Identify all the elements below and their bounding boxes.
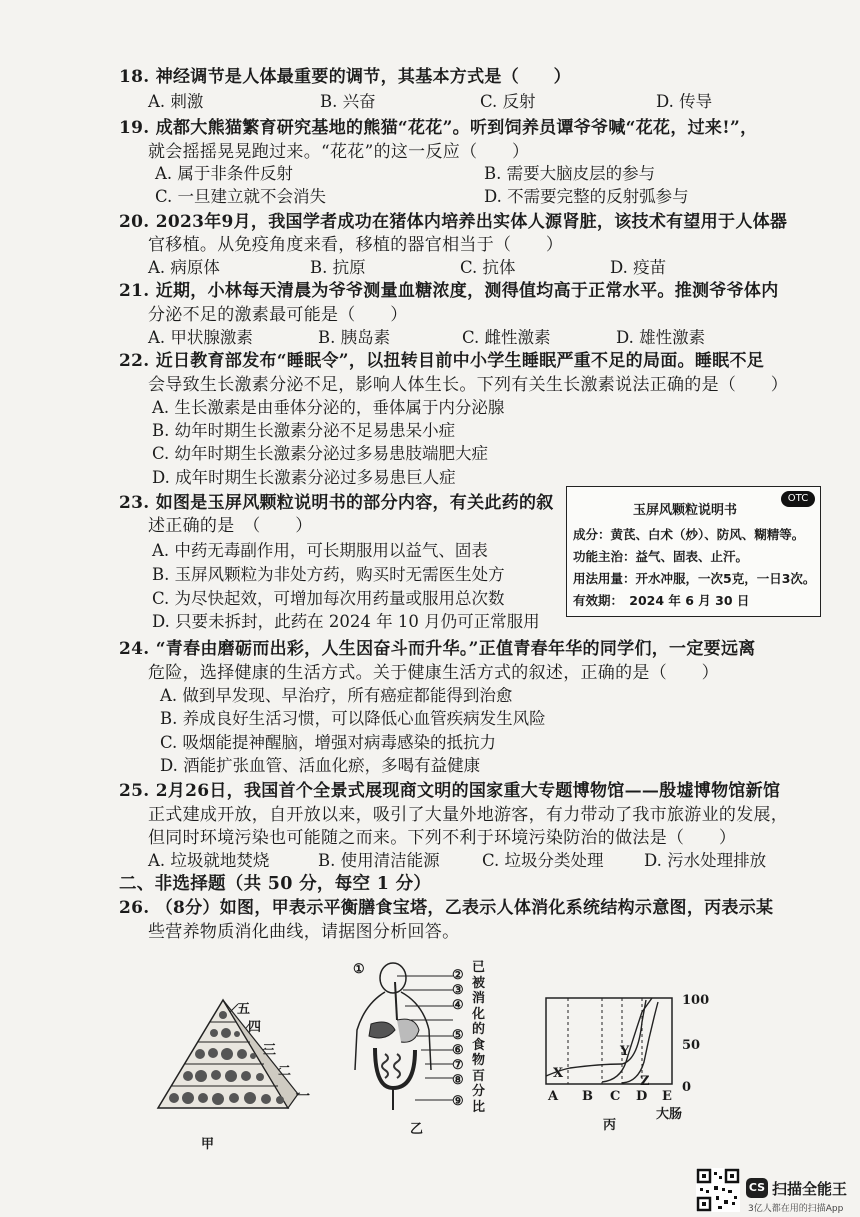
digestive-number-2: ②: [452, 968, 464, 983]
q19-option-d: D. 不需要完整的反射弧参与: [484, 187, 689, 206]
curve-label-x: X: [553, 1066, 564, 1081]
q22-option-b: B. 幼年时期生长激素分泌不足易患呆小症: [152, 421, 456, 440]
drug-expiry: 有效期： 2024 年 6 月 30 日: [573, 593, 750, 608]
drug-ingredients: 成分：黄芪、白术（炒）、防风、糊精等。: [573, 527, 805, 542]
y-tick-50: 50: [682, 1038, 701, 1053]
digestive-number-1: ①: [353, 962, 365, 977]
q24-option-c: C. 吸烟能提神醒脑，增强对病毒感染的抵抗力: [160, 733, 497, 752]
figure-jia-caption: 甲: [201, 1137, 215, 1152]
q18-option-c: C. 反射: [480, 92, 536, 111]
q21-option-b: B. 胰岛素: [318, 328, 391, 347]
q21-stem-2: 分泌不足的激素最可能是（ ）: [148, 305, 408, 325]
q25-option-a: A. 垃圾就地焚烧: [148, 851, 270, 870]
digestive-number-3: ③: [452, 983, 464, 998]
q22-stem-1: 22. 近日教育部发布“睡眠令”，以扭转目前中小学生睡眠严重不足的局面。睡眠不足: [119, 351, 765, 371]
q22-option-d: D. 成年时期生长激素分泌过多易患巨人症: [152, 468, 456, 487]
q25-option-b: B. 使用清洁能源: [318, 851, 440, 870]
digestive-number-4: ④: [452, 998, 464, 1013]
drug-usage: 用法用量：开水冲服，一次5克，一日3次。: [573, 571, 816, 586]
q21-option-a: A. 甲状腺激素: [148, 328, 253, 347]
q22-stem-2: 会导致生长激素分泌不足，影响人体生长。下列有关生长激素说法正确的是（ ）: [148, 375, 789, 395]
q20-stem-2: 官移植。从免疫角度来看，移植的器官相当于（ ）: [148, 235, 564, 255]
q21-stem-1: 21. 近期，小林每天清晨为爷爷测量血糖浓度，测得值均高于正常水平。推测爷爷体内: [119, 281, 779, 301]
q25-stem-3: 但同时环境污染也可能随之而来。下列不利于环境污染防治的做法是（ ）: [148, 828, 737, 848]
q24-stem-1: 24. “青春由磨砺而出彩，人生因奋斗而升华。”正值青春年华的同学们，一定要远离: [119, 639, 756, 659]
pyramid-level-2: 二: [278, 1064, 292, 1079]
q23-option-b: B. 玉屏风颗粒为非处方药，购买时无需医生处方: [152, 565, 505, 584]
digestive-number-8: ⑧: [452, 1073, 464, 1088]
q23-stem-2: 述正确的是 （ ）: [148, 516, 313, 536]
figure-yi-caption: 乙: [410, 1122, 424, 1137]
q23-option-c: C. 为尽快起效，可增加每次用药量或服用总次数: [152, 589, 505, 608]
q19-option-c: C. 一旦建立就不会消失: [155, 187, 327, 206]
q24-option-a: A. 做到早发现、早治疗，所有癌症都能得到治愈: [160, 686, 513, 705]
curve-label-y: Y: [620, 1044, 630, 1059]
digestive-number-7: ⑦: [452, 1058, 464, 1073]
q25-stem-2: 正式建成开放，自开放以来，吸引了大量外地游客，有力带动了我市旅游业的发展，: [148, 805, 789, 825]
digestive-number-9: ⑨: [452, 1094, 464, 1109]
digestive-leader-lines: [395, 968, 455, 1108]
q26-stem-1: 26. （8分）如图，甲表示平衡膳食宝塔，乙表示人体消化系统结构示意图，丙表示某: [119, 898, 774, 918]
q26-stem-2: 些营养物质消化曲线，请据图分析回答。: [148, 922, 460, 942]
curve-x: [546, 1000, 646, 1076]
scanner-tagline: 3亿人都在用的扫描App: [748, 1204, 844, 1214]
q25-stem-1: 25. 2月26日，我国首个全景式展现商文明的国家重大专题博物馆——殷墟博物馆新馆: [119, 781, 781, 801]
drug-title: 玉屏风颗粒说明书: [633, 503, 738, 518]
x-label-c: C: [610, 1089, 621, 1104]
q18-stem: 18. 神经调节是人体最重要的调节，其基本方式是（ ）: [119, 67, 571, 87]
y-tick-100: 100: [682, 993, 710, 1008]
digestive-number-6: ⑥: [452, 1043, 464, 1058]
pyramid-level-4: 四: [248, 1020, 262, 1035]
pyramid-level-3: 三: [263, 1043, 277, 1058]
q19-option-a: A. 属于非条件反射: [155, 164, 293, 183]
q20-option-b: B. 抗原: [310, 258, 366, 277]
q25-option-c: C. 垃圾分类处理: [482, 851, 604, 870]
pyramid-level-5: 五: [237, 1002, 251, 1017]
x-label-e: E: [662, 1089, 672, 1104]
curve-label-z: Z: [640, 1074, 650, 1089]
x-label-d: D: [636, 1089, 648, 1104]
curve-z: [622, 1002, 658, 1083]
q19-stem-2: 就会摇摇晃晃跑过来。“花花”的这一反应（ ）: [148, 142, 530, 162]
otc-badge: OTC: [781, 491, 815, 507]
q19-stem-1: 19. 成都大熊猫繁育研究基地的熊猫“花花”。听到饲养员谭爷爷喊“花花，过来!”，: [119, 118, 758, 138]
x-label-large-intestine: 大肠: [656, 1107, 683, 1122]
qr-code-icon: [696, 1168, 740, 1212]
q18-option-b: B. 兴奋: [320, 92, 376, 111]
q18-option-a: A. 刺激: [148, 92, 204, 111]
q19-option-b: B. 需要大脑皮层的参与: [484, 164, 656, 183]
q18-option-d: D. 传导: [656, 92, 713, 111]
q20-option-a: A. 病原体: [148, 258, 220, 277]
q20-option-d: D. 疫苗: [610, 258, 667, 277]
q21-option-c: C. 雌性激素: [462, 328, 551, 347]
q22-option-c: C. 幼年时期生长激素分泌过多易患肢端肥大症: [152, 444, 489, 463]
figure-bing-caption: 丙: [603, 1118, 617, 1133]
q24-option-b: B. 养成良好生活习惯，可以降低心血管疾病发生风险: [160, 709, 546, 728]
q23-stem-1: 23. 如图是玉屏风颗粒说明书的部分内容，有关此药的叙: [119, 493, 554, 513]
q24-stem-2: 危险，选择健康的生活方式。关于健康生活方式的叙述，正确的是（ ）: [148, 663, 719, 683]
q24-option-d: D. 酒能扩张血管、活血化瘀，多喝有益健康: [160, 756, 481, 775]
q20-stem-1: 20. 2023年9月，我国学者成功在猪体内培养出实体人源肾脏，该技术有望用于人体器: [119, 212, 788, 232]
digestive-number-5: ⑤: [452, 1028, 464, 1043]
q23-option-d: D. 只要未拆封，此药在 2024 年 10 月仍可正常服用: [152, 612, 540, 631]
y-tick-0: 0: [682, 1080, 692, 1095]
drug-function: 功能主治：益气、固表、止汗。: [573, 549, 749, 564]
q20-option-c: C. 抗体: [460, 258, 516, 277]
scanner-brand-name: 扫描全能王: [772, 1180, 848, 1198]
q21-option-d: D. 雄性激素: [616, 328, 706, 347]
x-label-a: A: [548, 1089, 559, 1104]
camscanner-logo: CS: [746, 1178, 768, 1198]
x-label-b: B: [582, 1089, 593, 1104]
digested-food-percent-vertical-label: 已 被 消 化 的 食 物 百 分 比: [472, 960, 486, 1115]
section-2-heading: 二、非选择题（共 50 分，每空 1 分）: [119, 874, 432, 894]
q25-option-d: D. 污水处理排放: [644, 851, 767, 870]
drug-instruction-box: [566, 486, 821, 617]
q23-option-a: A. 中药无毒副作用，可长期服用以益气、固表: [152, 541, 488, 560]
q22-option-a: A. 生长激素是由垂体分泌的，垂体属于内分泌腺: [152, 398, 505, 417]
pyramid-level-1: 一: [297, 1089, 311, 1104]
